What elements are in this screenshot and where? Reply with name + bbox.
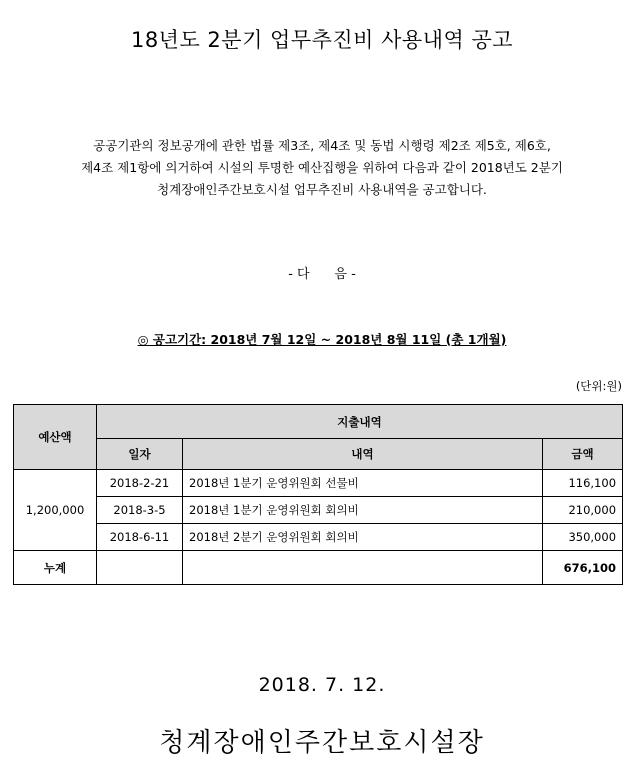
notice-date: 2018. 7. 12. (258, 674, 386, 696)
notice-period: ◎ 공고기간: 2018년 7월 12일 ~ 2018년 8월 11일 (총 1개월) (137, 332, 507, 347)
budget-value: 1,200,000 (14, 470, 97, 551)
table-row (14, 497, 623, 524)
total-row (14, 551, 623, 585)
amount-header: 금액 (543, 439, 623, 470)
body-line: 제4조 제1항에 의거하여 시설의 투명한 예산집행을 위하여 다음과 같이 2018년도 2분기 (81, 160, 563, 175)
row-detail: 2018년 1분기 운영위원회 회의비 (183, 497, 543, 524)
row-date: 2018-2-21 (97, 470, 183, 497)
row-amount: 116,100 (543, 470, 623, 497)
detail-header: 내역 (183, 439, 543, 470)
table-row (14, 524, 623, 551)
date-header: 일자 (97, 439, 183, 470)
document-title: 18년도 2분기 업무추진비 사용내역 공고 (130, 28, 514, 52)
budget-header: 예산액 (14, 405, 97, 470)
row-amount: 210,000 (543, 497, 623, 524)
row-detail: 2018년 2분기 운영위원회 회의비 (183, 524, 543, 551)
announcement-body (20, 135, 624, 201)
expenditure-table (13, 404, 623, 585)
row-amount: 350,000 (543, 524, 623, 551)
organization-name: 청계장애인주간보호시설장 (159, 728, 485, 758)
row-date: 2018-6-11 (97, 524, 183, 551)
row-date: 2018-3-5 (97, 497, 183, 524)
body-line: 청계장애인주간보호시설 업무추진비 사용내역을 공고합니다. (157, 182, 487, 197)
total-empty-cell (97, 551, 183, 585)
total-empty-cell (183, 551, 543, 585)
expenditure-header: 지출내역 (97, 405, 623, 439)
table-row (14, 470, 623, 497)
total-label: 누계 (14, 551, 97, 585)
unit-label: (단위:원) (575, 379, 622, 393)
total-amount: 676,100 (543, 551, 623, 585)
body-line: 공공기관의 정보공개에 관한 법률 제3조, 제4조 및 동법 시행령 제2조 제5호, 제6호, (93, 138, 551, 153)
row-detail: 2018년 1분기 운영위원회 선물비 (183, 470, 543, 497)
dagum-heading: - 다 음 - (288, 267, 356, 282)
